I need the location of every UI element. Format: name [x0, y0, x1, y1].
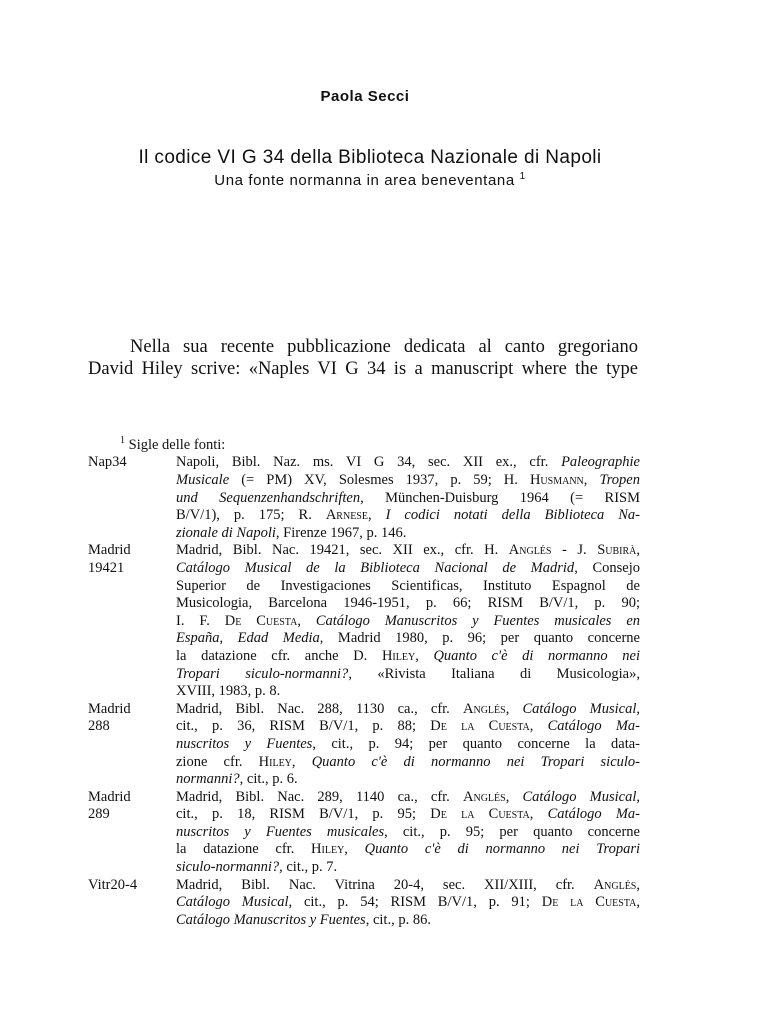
italic-title: siculo-normanni? — [176, 859, 280, 876]
author-smallcaps: Subirà — [597, 542, 637, 559]
author-smallcaps: De la Cuesta — [541, 894, 637, 911]
description-line: und Sequenzenhandschriften, München-Duisburg 1964 (= RISM — [176, 489, 640, 506]
description-line: Catálogo Musical de la Biblioteca Nacional de Madrid, Consejo — [176, 559, 640, 576]
italic-title: Tropari siculo-normanni? — [176, 665, 349, 682]
italic-title: Tropen — [599, 472, 640, 489]
siglum-description — [176, 789, 640, 877]
italic-title: Catálogo Ma- — [547, 806, 640, 823]
footnote-intro — [88, 432, 640, 454]
footnote-reference: 1 — [519, 171, 526, 182]
author-smallcaps: Arnese — [325, 507, 368, 524]
author-smallcaps: Anglés — [463, 700, 506, 717]
siglum-label: Nap34 — [88, 454, 127, 471]
footnote-intro-text: Sigle delle fonti: — [128, 436, 226, 453]
subtitle-text: Una fonte normanna in area beneventana — [214, 172, 515, 189]
siglum-description — [176, 542, 640, 700]
description-line: zionale di Napoli, Firenze 1967, p. 146. — [176, 524, 407, 541]
description-line: cit., p. 18, RISM B/V/1, p. 95; De la Cuesta, Catálogo Ma- — [176, 806, 640, 823]
italic-title: Catálogo Musical — [522, 788, 637, 805]
description-line: Superior de Investigaciones Scientificas, Instituto Espagnol de — [176, 577, 640, 594]
siglum-label: Vitr20-4 — [88, 876, 138, 893]
siglum-label: Madrid — [88, 542, 131, 559]
italic-title: Quanto c'è di normanno nei — [433, 647, 640, 664]
italic-title: I codici notati della Biblioteca Na- — [385, 507, 640, 524]
italic-title: Catálogo Musical de la Biblioteca Nacional de Madrid — [176, 559, 575, 576]
italic-title: Quanto c'è di normanno nei Tropari siculo- — [311, 753, 641, 770]
description-line: XVIII, 1983, p. 8. — [176, 683, 281, 700]
body-line: Nella sua recente pubblicazione dedicata al canto gregoriano — [130, 337, 638, 357]
body-paragraph — [88, 336, 638, 380]
siglum-entry — [88, 877, 640, 930]
description-line: Tropari siculo-normanni?, «Rivista Italiana di Musicologia», — [176, 665, 640, 682]
siglum-entry — [88, 789, 640, 877]
siglum-entry — [88, 454, 640, 542]
description-line: siculo-normanni?, cit., p. 7. — [176, 859, 338, 876]
description-line: Madrid, Bibl. Nac. 19421, sec. XII ex., cfr. H. Anglés - J. Subirà, — [176, 542, 640, 559]
description-line: cit., p. 36, RISM B/V/1, p. 88; De la Cuesta, Catálogo Ma- — [176, 718, 640, 735]
description-line: Musicologia, Barcelona 1946-1951, p. 66; RISM B/V/1, p. 90; — [176, 595, 640, 612]
italic-title: Catálogo Ma- — [547, 718, 640, 735]
italic-title: Catálogo Musical — [176, 894, 289, 911]
author-smallcaps: Hiley — [381, 647, 416, 664]
sigla-list — [88, 454, 640, 929]
siglum-label: 19421 — [88, 559, 125, 576]
siglum-label: Madrid — [88, 788, 131, 805]
description-line: Musicale (= PM) XV, Solesmes 1937, p. 59; H. Husmann, Tropen — [176, 472, 640, 489]
italic-title: España, Edad Media — [176, 630, 320, 647]
siglum-label: 289 — [88, 806, 110, 823]
author-smallcaps: De Cuesta — [224, 612, 298, 629]
italic-title: Catálogo Manuscritos y Fuentes musicales en — [315, 612, 640, 629]
description-line: España, Edad Media, Madrid 1980, p. 96; per quanto concerne — [176, 630, 640, 647]
author-smallcaps: Hiley — [311, 841, 345, 858]
footnote — [88, 432, 640, 929]
description-line: Napoli, Bibl. Naz. ms. VI G 34, sec. XII ex., cfr. Paleographie — [176, 454, 640, 471]
description-line: normanni?, cit., p. 6. — [176, 771, 298, 788]
article-subtitle — [0, 171, 740, 189]
footnote-number: 1 — [120, 435, 125, 446]
author-smallcaps: Anglés — [593, 876, 637, 893]
italic-title: Quanto c'è di normanno nei Tropari — [364, 841, 641, 858]
siglum — [88, 877, 176, 930]
description-line: nuscritos y Fuentes, cit., p. 94; per quanto concerne la data- — [176, 735, 641, 752]
italic-title: nuscritos y Fuentes musicales — [176, 823, 385, 840]
description-line: B/V/1), p. 175; R. Arnese, I codici notati della Biblioteca Na- — [176, 507, 640, 524]
siglum-entry — [88, 701, 640, 789]
author-smallcaps: Hiley — [258, 753, 292, 770]
italic-title: nuscritos y Fuentes — [176, 735, 313, 752]
description-line: Madrid, Bibl. Nac. 288, 1130 ca., cfr. Anglés, Catálogo Musical, — [176, 700, 641, 717]
italic-title: Catálogo Manuscritos y Fuentes — [176, 911, 366, 928]
author-smallcaps: Husmann — [529, 472, 584, 489]
description-line: zione cfr. Hiley, Quanto c'è di normanno nei Tropari siculo- — [176, 753, 641, 770]
italic-title: Catálogo Musical — [522, 700, 637, 717]
description-line: nuscritos y Fuentes musicales, cit., p. 95; per quanto concerne — [176, 823, 640, 840]
italic-title: normanni? — [176, 771, 240, 788]
siglum-entry — [88, 542, 640, 700]
italic-title: zionale di Napoli — [176, 524, 276, 541]
author-smallcaps: Anglés — [508, 542, 552, 559]
siglum — [88, 789, 176, 877]
author-smallcaps: De la Cuesta — [430, 718, 530, 735]
italic-title: Musicale — [176, 472, 230, 489]
siglum-description — [176, 877, 640, 930]
siglum-description — [176, 454, 640, 542]
author-name: Paola Secci — [320, 88, 410, 105]
description-line: Madrid, Bibl. Nac. 289, 1140 ca., cfr. Anglés, Catálogo Musical, — [176, 788, 641, 805]
body-line: David Hiley scrive: «Naples VI G 34 is a manuscript where the type — [88, 359, 638, 379]
description-line: Catálogo Musical, cit., p. 54; RISM B/V/1, p. 91; De la Cuesta, — [176, 894, 640, 911]
description-line: I. F. De Cuesta, Catálogo Manuscritos y Fuentes musicales en — [176, 612, 640, 629]
siglum — [88, 542, 176, 700]
article-title: Il codice VI G 34 della Biblioteca Nazionale di Napoli — [138, 147, 602, 168]
siglum — [88, 701, 176, 789]
description-line: la datazione cfr. anche D. Hiley, Quanto c'è di normanno nei — [176, 647, 640, 664]
italic-title: Paleographie — [561, 454, 640, 471]
siglum — [88, 454, 176, 542]
description-line: Madrid, Bibl. Nac. Vitrina 20-4, sec. XII/XIII, cfr. Anglés, — [176, 876, 640, 893]
description-line: la datazione cfr. Hiley, Quanto c'è di normanno nei Tropari — [176, 841, 641, 858]
author-smallcaps: Anglés — [463, 788, 506, 805]
siglum-description — [176, 701, 640, 789]
italic-title: und Sequenzenhandschriften — [176, 489, 361, 506]
siglum-label: Madrid — [88, 700, 131, 717]
description-line: Catálogo Manuscritos y Fuentes, cit., p. 86. — [176, 911, 431, 928]
siglum-label: 288 — [88, 718, 110, 735]
author-smallcaps: De la Cuesta — [430, 806, 530, 823]
